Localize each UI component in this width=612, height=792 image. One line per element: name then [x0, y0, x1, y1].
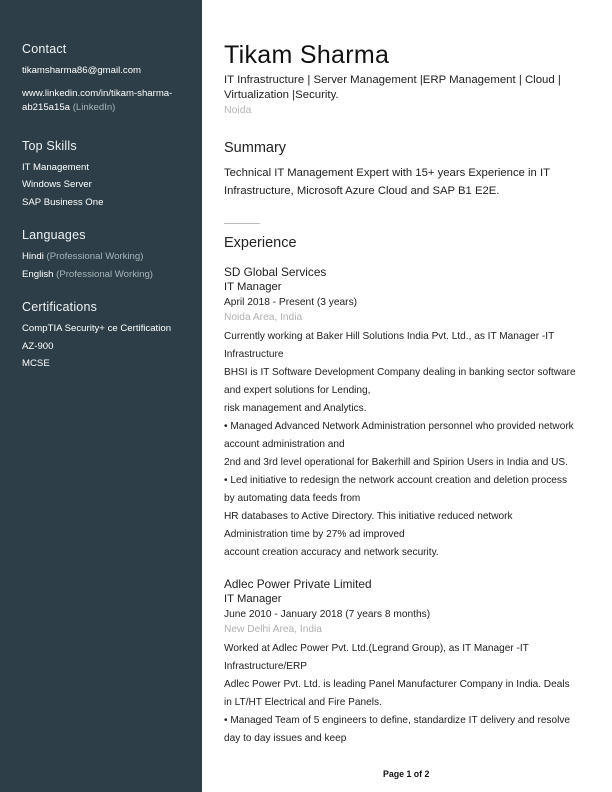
linkedin-link-line1[interactable]: www.linkedin.com/in/tikam-sharma-: [22, 87, 173, 99]
desc-line: Currently working at Baker Hill Solutions India Pvt. Ltd., as IT Manager -IT: [224, 331, 555, 342]
job-role: IT Manager: [224, 281, 282, 293]
contact-section: [22, 42, 192, 115]
certifications-section: [22, 300, 192, 373]
candidate-name: Tikam Sharma: [224, 41, 390, 69]
headline: [224, 73, 594, 103]
desc-line: Worked at Adlec Power Pvt. Ltd.(Legrand Group), as IT Manager -IT: [224, 643, 529, 654]
job-location: Noida Area, India: [224, 312, 303, 323]
desc-line: • Led initiative to redesign the network account creation and deletion process: [224, 475, 568, 486]
certifications-heading: Certifications: [22, 300, 98, 314]
main-content: [224, 40, 594, 748]
desc-line: • Managed Team of 5 engineers to define, standardize IT delivery and resolve: [224, 715, 570, 726]
page-footer: [383, 769, 429, 779]
skills-heading: Top Skills: [22, 138, 77, 153]
desc-line: • Managed Advanced Network Administration personnel who provided network: [224, 421, 574, 432]
linkedin-handle[interactable]: ab215a15a: [22, 101, 71, 113]
linkedin-label: (LinkedIn): [72, 101, 116, 113]
linkedin-link-line2[interactable]: [22, 101, 192, 115]
desc-line: account administration and: [224, 439, 345, 450]
sidebar: [0, 0, 202, 792]
job-company: SD Global Services: [224, 265, 327, 279]
language-item: [22, 248, 192, 266]
desc-line: Infrastructure/ERP: [224, 661, 308, 672]
languages-section: [22, 228, 192, 283]
desc-line: risk management and Analytics.: [224, 403, 367, 414]
languages-heading: Languages: [22, 228, 86, 242]
skill-item: SAP Business One: [22, 196, 104, 208]
job-role: IT Manager: [224, 593, 282, 605]
desc-line: Infrastructure: [224, 349, 284, 360]
language-level: (Professional Working): [56, 268, 154, 280]
location: Noida: [224, 104, 252, 116]
page-number: Page 1 of 2: [383, 769, 430, 779]
skill-item: Windows Server: [22, 179, 92, 190]
language-name: English: [22, 268, 54, 280]
certification-item: MCSE: [22, 358, 50, 369]
desc-line: BHSI is IT Software Development Company dealing in banking sector software: [224, 367, 576, 378]
email-link[interactable]: tikamsharma86@gmail.com: [22, 65, 142, 76]
certification-item: AZ-900: [22, 340, 54, 352]
job-description: [224, 328, 594, 562]
job-description: [224, 640, 594, 748]
summary-heading: Summary: [224, 140, 287, 156]
desc-line: in LT/HT Electrical and Fire Panels.: [224, 697, 382, 708]
job-company: Adlec Power Private Limited: [224, 577, 372, 591]
desc-line: by automating data feeds from: [224, 493, 361, 504]
desc-line: HR databases to Active Directory. This initiative reduced network: [224, 511, 513, 522]
desc-line: Administration time by 27% ad improved: [224, 529, 405, 540]
headline-line1: IT Infrastructure | Server Management |ERP Management | Cloud |: [224, 74, 561, 86]
desc-line: day to day issues and keep: [224, 733, 347, 744]
experience-heading: Experience: [224, 235, 297, 251]
summary-line1: Technical IT Management Expert with 15+ years Experience in IT: [224, 167, 550, 179]
desc-line: 2nd and 3rd level operational for Bakerhill and Spirion Users in India and US.: [224, 457, 568, 468]
summary-text: [224, 165, 594, 200]
certification-item: CompTIA Security+ ce Certification: [22, 323, 172, 334]
section-divider: [224, 223, 260, 224]
summary-line2: Infrastructure, Microsoft Azure Cloud and SAP B1 E2E.: [224, 184, 500, 197]
language-level: (Professional Working): [46, 251, 144, 262]
job-location: New Delhi Area, India: [224, 624, 322, 635]
desc-line: and expert solutions for Lending,: [224, 385, 371, 396]
desc-line: account creation accuracy and network security.: [224, 547, 439, 558]
job-entry: [224, 576, 594, 748]
skill-item: IT Management: [22, 161, 90, 173]
job-entry: [224, 264, 594, 562]
job-dates: April 2018 - Present (3 years): [224, 297, 358, 308]
headline-line2: Virtualization |Security.: [224, 89, 339, 101]
desc-line: Adlec Power Pvt. Ltd. is leading Panel Manufacturer Company in India. Deals: [224, 679, 570, 690]
language-name: Hindi: [22, 251, 44, 262]
language-item: [22, 266, 192, 284]
skills-section: [22, 139, 192, 212]
contact-heading: Contact: [22, 42, 67, 56]
job-dates: June 2010 - January 2018 (7 years 8 months): [224, 609, 431, 620]
